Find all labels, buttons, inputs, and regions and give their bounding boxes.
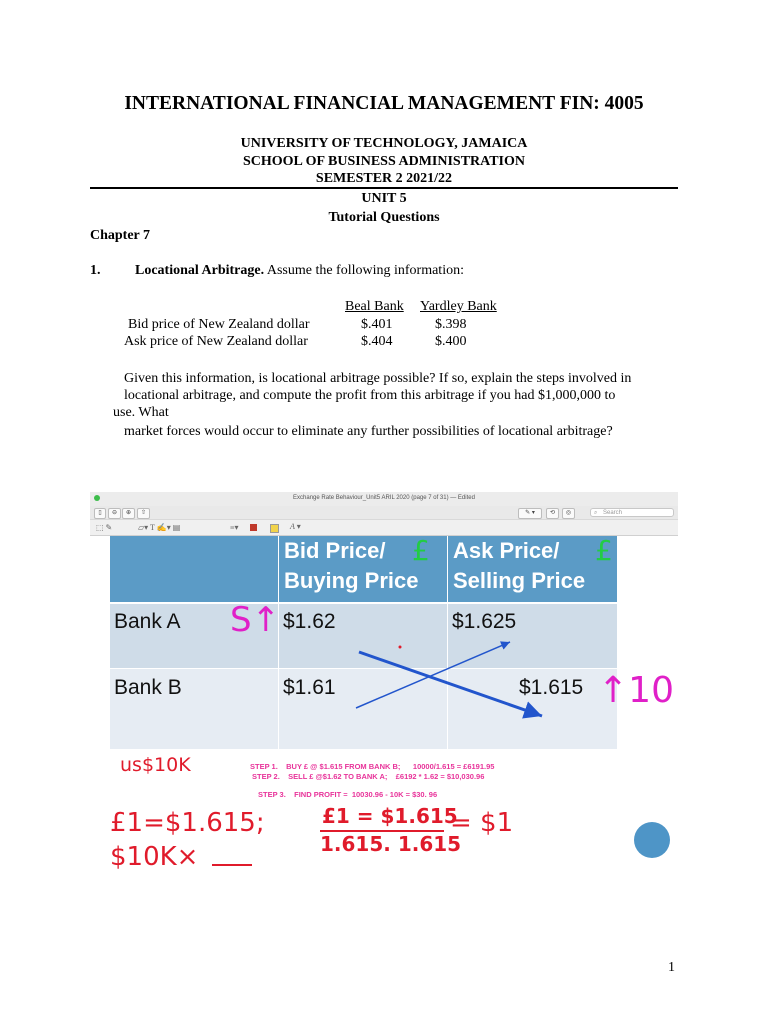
page-number: 1	[668, 960, 675, 975]
zoom-out-icon: ⊖	[108, 508, 121, 519]
annotation-pound-bid: £	[412, 534, 430, 567]
col-header-beal: Beal Bank	[345, 299, 404, 314]
bank-a-ask: $1.625	[452, 610, 517, 633]
document-title: INTERNATIONAL FINANCIAL MANAGEMENT FIN: 4005	[124, 93, 644, 114]
step-3: STEP 3. FIND PROFIT = 10030.96 - 10K = $30. 96	[258, 790, 438, 799]
screenshot-search: ⌕ Search	[590, 508, 674, 517]
header-divider	[90, 187, 678, 189]
question-text-line-3: use. What	[113, 405, 169, 420]
annotate-icon: ◎	[562, 508, 575, 519]
note-amount: us$10K	[120, 754, 191, 776]
row-bid-beal: $.401	[361, 317, 393, 332]
bank-b-bid: $1.61	[283, 676, 336, 699]
shapes-icon: ▱▾ T ✍▾ ▤	[138, 523, 181, 532]
search-icon: ⌕	[594, 510, 598, 516]
note-conversion: $10K×	[110, 842, 199, 872]
rotate-icon: ⟲	[546, 508, 559, 519]
row-bid-label: Bid price of New Zealand dollar	[128, 317, 310, 332]
step-2: STEP 2. SELL £ @$1.62 TO BANK A; £6192 * 1.62 = $10,030.96	[252, 772, 485, 781]
semester-label: SEMESTER 2 2021/22	[315, 171, 453, 186]
bank-a-label: Bank A	[114, 610, 181, 633]
question-heading: Locational Arbitrage.	[135, 263, 265, 278]
annotation-sell-mark: S↑	[230, 600, 281, 640]
selection-icon: ⬚ ✎	[96, 523, 113, 532]
style-icons: ≡▾	[230, 523, 239, 532]
question-text-line-2: locational arbitrage, and compute the profit from this arbitrage if you had $1,000,000 to	[124, 388, 616, 403]
question-text-line-4: market forces would occur to eliminate any further possibilities of locational arbitrage?	[124, 424, 613, 439]
university-name: UNIVERSITY OF TECHNOLOGY, JAMAICA	[240, 136, 528, 151]
note-rate: £1=$1.615;	[110, 808, 265, 838]
dot-mark	[399, 646, 402, 649]
zoom-in-icon: ⊕	[122, 508, 135, 519]
note-fraction-bar	[212, 864, 252, 866]
school-name: SCHOOL OF BUSINESS ADMINISTRATION	[242, 154, 526, 169]
sidebar-icon: ▯	[94, 508, 106, 519]
header-bid: Bid Price/ Buying Price	[279, 536, 447, 602]
question-text-line-1: Given this information, is locational arbitrage possible? If so, explain the steps involved in	[124, 371, 632, 386]
step-1: STEP 1. BUY £ @ $1.615 FROM BANK B; 10000/1.615 = £6191.95	[250, 762, 495, 771]
equation-result: = $1	[450, 808, 514, 838]
question-intro-text: Assume the following information:	[264, 263, 464, 278]
arrow-down-icon	[359, 652, 542, 716]
chapter-heading: Chapter 7	[90, 228, 151, 243]
annotation-pound-ask: £	[595, 534, 613, 567]
question-intro	[135, 263, 464, 279]
col-header-yardley: Yardley Bank	[420, 299, 497, 314]
unit-label: UNIT 5	[361, 191, 407, 206]
font-icon: A ▾	[290, 522, 301, 531]
equation-bottom: 1.615. 1.615	[320, 832, 462, 856]
bank-b-label: Bank B	[114, 676, 182, 699]
question-number: 1.	[90, 263, 101, 278]
annotation-buy-mark: ↑10	[598, 670, 674, 711]
row-ask-beal: $.404	[361, 334, 393, 349]
share-icon: ⇧	[137, 508, 150, 519]
row-ask-label: Ask price of New Zealand dollar	[124, 334, 308, 349]
row-bid-yardley: $.398	[435, 317, 467, 332]
header-ask: Ask Price/ Selling Price	[448, 536, 617, 602]
screenshot-window-title: Exchange Rate Behaviour_Unit5 ARIL 2020 (page 7 of 31) — Edited	[293, 495, 475, 501]
row-ask-yardley: $.400	[435, 334, 467, 349]
markup-pen-icon: ✎ ▾	[518, 508, 542, 519]
equation-top: £1 = $1.615	[322, 804, 458, 828]
embedded-screenshot	[90, 492, 678, 880]
bank-a-bid: $1.62	[283, 610, 336, 633]
cursor-circle-icon	[634, 822, 670, 858]
tutorial-subtitle: Tutorial Questions	[328, 210, 440, 225]
bank-b-ask: $1.615	[519, 676, 584, 699]
